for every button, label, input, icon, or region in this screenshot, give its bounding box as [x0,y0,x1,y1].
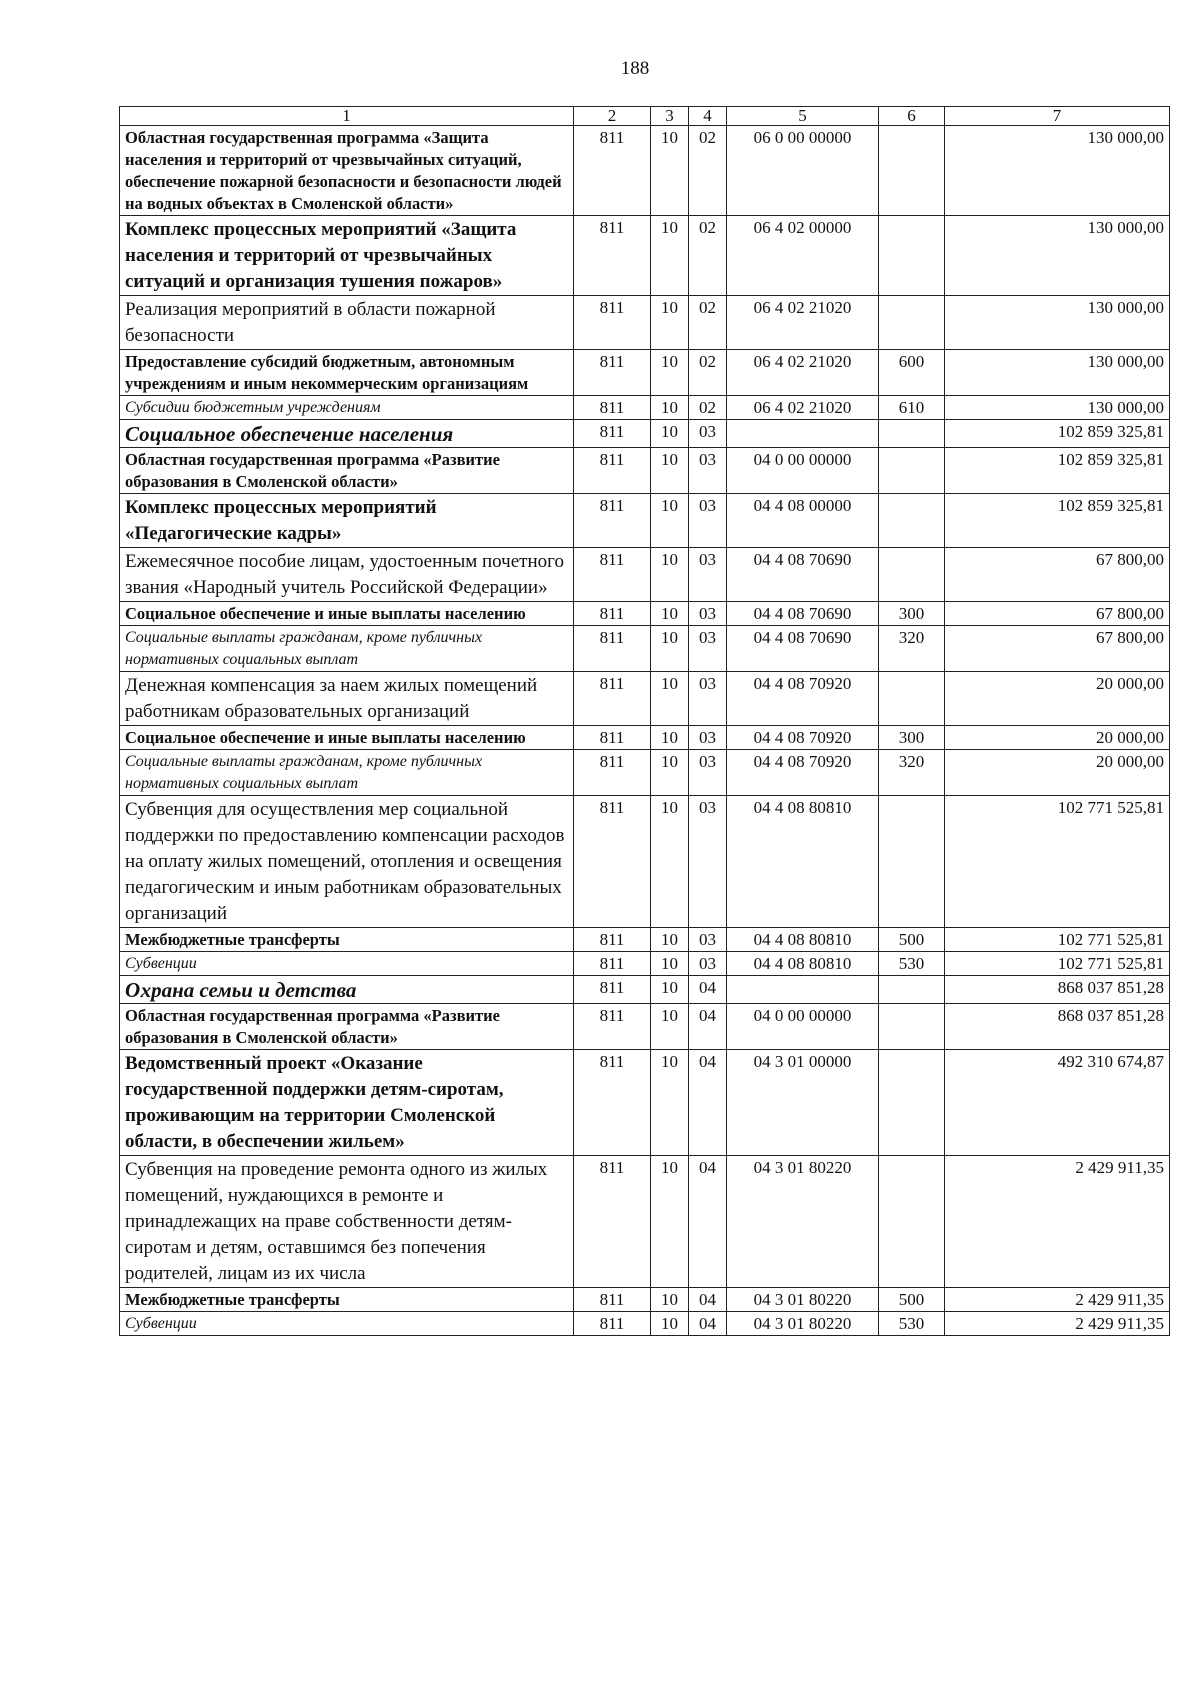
amount-cell: 67 800,00 [945,602,1170,626]
header-cell: 4 [689,107,727,126]
code-target-article-cell: 06 4 02 00000 [727,216,879,296]
code-expense-type-cell [879,126,945,216]
code-subsection-cell: 03 [689,494,727,548]
code-target-article-cell: 04 4 08 70920 [727,726,879,750]
code-ministry-cell: 811 [574,602,651,626]
amount-cell: 67 800,00 [945,626,1170,672]
budget-table [119,106,1170,1336]
code-target-article-cell: 04 0 00 00000 [727,1004,879,1050]
table-row [120,296,1170,350]
row-name-cell: Комплекс процессных мероприятий «Защита населения и территорий от чрезвычайных ситуаций и организация тушения пожаров» [120,216,574,296]
code-target-article-cell: 06 4 02 21020 [727,350,879,396]
code-expense-type-cell [879,420,945,448]
code-ministry-cell: 811 [574,626,651,672]
code-ministry-cell: 811 [574,750,651,796]
code-subsection-cell: 02 [689,296,727,350]
table-row [120,1288,1170,1312]
code-subsection-cell: 03 [689,548,727,602]
amount-cell: 130 000,00 [945,216,1170,296]
code-ministry-cell: 811 [574,350,651,396]
code-section-cell: 10 [651,494,689,548]
code-ministry-cell: 811 [574,1004,651,1050]
code-expense-type-cell: 530 [879,952,945,976]
header-cell: 3 [651,107,689,126]
table-row [120,350,1170,396]
amount-cell: 102 859 325,81 [945,448,1170,494]
code-section-cell: 10 [651,350,689,396]
table-row [120,672,1170,726]
code-ministry-cell: 811 [574,548,651,602]
code-section-cell: 10 [651,726,689,750]
amount-cell: 20 000,00 [945,672,1170,726]
code-target-article-cell: 04 0 00 00000 [727,448,879,494]
row-name-cell: Охрана семьи и детства [120,976,574,1004]
page-number: 188 [620,58,650,79]
row-name-cell: Межбюджетные трансферты [120,1288,574,1312]
code-subsection-cell: 04 [689,1156,727,1288]
code-ministry-cell: 811 [574,928,651,952]
row-name-cell: Ежемесячное пособие лицам, удостоенным почетного звания «Народный учитель Российской Федерации» [120,548,574,602]
code-section-cell: 10 [651,750,689,796]
amount-cell: 130 000,00 [945,126,1170,216]
code-subsection-cell: 03 [689,750,727,796]
code-target-article-cell: 04 3 01 80220 [727,1312,879,1336]
code-expense-type-cell [879,494,945,548]
code-section-cell: 10 [651,1312,689,1336]
table-row [120,602,1170,626]
table-row [120,726,1170,750]
code-expense-type-cell: 300 [879,726,945,750]
code-expense-type-cell [879,1004,945,1050]
table-row [120,494,1170,548]
code-ministry-cell: 811 [574,494,651,548]
code-section-cell: 10 [651,1156,689,1288]
code-target-article-cell: 06 4 02 21020 [727,396,879,420]
code-subsection-cell: 03 [689,626,727,672]
code-target-article-cell: 04 4 08 80810 [727,928,879,952]
code-section-cell: 10 [651,126,689,216]
code-section-cell: 10 [651,548,689,602]
amount-cell: 2 429 911,35 [945,1156,1170,1288]
code-expense-type-cell [879,796,945,928]
row-name-cell: Ведомственный проект «Оказание государственной поддержки детям-сиротам, проживающим на территории Смоленской области, в обеспечении жильем» [120,1050,574,1156]
amount-cell: 20 000,00 [945,750,1170,796]
code-section-cell: 10 [651,928,689,952]
code-subsection-cell: 03 [689,726,727,750]
code-section-cell: 10 [651,420,689,448]
code-expense-type-cell [879,216,945,296]
row-name-cell: Областная государственная программа «Защита населения и территорий от чрезвычайных ситуаций, обеспечение пожарной безопасности и безопасности людей на водных объектах в Смоленской области» [120,126,574,216]
code-ministry-cell: 811 [574,1050,651,1156]
code-expense-type-cell: 320 [879,626,945,672]
code-expense-type-cell [879,672,945,726]
row-name-cell: Субвенции [120,952,574,976]
code-ministry-cell: 811 [574,216,651,296]
row-name-cell: Социальное обеспечение и иные выплаты населению [120,726,574,750]
row-name-cell: Социальные выплаты гражданам, кроме публичных нормативных социальных выплат [120,750,574,796]
amount-cell: 67 800,00 [945,548,1170,602]
code-subsection-cell: 04 [689,1288,727,1312]
code-subsection-cell: 04 [689,1312,727,1336]
amount-cell: 20 000,00 [945,726,1170,750]
table-row [120,1312,1170,1336]
code-expense-type-cell [879,296,945,350]
table-row [120,216,1170,296]
header-cell: 7 [945,107,1170,126]
code-subsection-cell: 04 [689,976,727,1004]
code-target-article-cell: 04 4 08 00000 [727,494,879,548]
code-section-cell: 10 [651,976,689,1004]
amount-cell: 130 000,00 [945,350,1170,396]
code-subsection-cell: 02 [689,350,727,396]
code-target-article-cell [727,420,879,448]
table-row [120,126,1170,216]
code-ministry-cell: 811 [574,952,651,976]
amount-cell: 102 859 325,81 [945,494,1170,548]
code-expense-type-cell [879,976,945,1004]
code-section-cell: 10 [651,216,689,296]
code-expense-type-cell: 320 [879,750,945,796]
code-subsection-cell: 03 [689,796,727,928]
header-cell: 5 [727,107,879,126]
code-subsection-cell: 02 [689,216,727,296]
code-target-article-cell: 04 4 08 70690 [727,626,879,672]
code-ministry-cell: 811 [574,672,651,726]
row-name-cell: Субвенция для осуществления мер социальной поддержки по предоставлению компенсации расходов на оплату жилых помещений, отопления и освещения педагогическим и иным работникам образовательных организаций [120,796,574,928]
row-name-cell: Межбюджетные трансферты [120,928,574,952]
table-row [120,1050,1170,1156]
code-ministry-cell: 811 [574,1288,651,1312]
code-subsection-cell: 04 [689,1004,727,1050]
code-expense-type-cell: 600 [879,350,945,396]
code-expense-type-cell: 300 [879,602,945,626]
code-expense-type-cell [879,1156,945,1288]
amount-cell: 102 771 525,81 [945,952,1170,976]
table-row [120,448,1170,494]
table-row [120,420,1170,448]
code-target-article-cell [727,976,879,1004]
table-row [120,548,1170,602]
code-expense-type-cell: 500 [879,928,945,952]
code-ministry-cell: 811 [574,420,651,448]
code-subsection-cell: 02 [689,126,727,216]
code-section-cell: 10 [651,396,689,420]
code-subsection-cell: 03 [689,928,727,952]
header-cell: 6 [879,107,945,126]
amount-cell: 130 000,00 [945,296,1170,350]
code-subsection-cell: 03 [689,448,727,494]
code-target-article-cell: 06 0 00 00000 [727,126,879,216]
table-row [120,396,1170,420]
code-section-cell: 10 [651,602,689,626]
row-name-cell: Областная государственная программа «Развитие образования в Смоленской области» [120,1004,574,1050]
code-expense-type-cell: 610 [879,396,945,420]
code-subsection-cell: 03 [689,602,727,626]
header-cell: 2 [574,107,651,126]
code-ministry-cell: 811 [574,726,651,750]
code-target-article-cell: 04 3 01 80220 [727,1288,879,1312]
table-row [120,1004,1170,1050]
row-name-cell: Предоставление субсидий бюджетным, автономным учреждениям и иным некоммерческим организациям [120,350,574,396]
code-ministry-cell: 811 [574,1312,651,1336]
code-expense-type-cell [879,448,945,494]
code-section-cell: 10 [651,1288,689,1312]
row-name-cell: Комплекс процессных мероприятий «Педагогические кадры» [120,494,574,548]
code-target-article-cell: 04 4 08 80810 [727,952,879,976]
code-section-cell: 10 [651,626,689,672]
code-subsection-cell: 02 [689,396,727,420]
code-ministry-cell: 811 [574,796,651,928]
code-target-article-cell: 04 3 01 80220 [727,1156,879,1288]
amount-cell: 2 429 911,35 [945,1312,1170,1336]
table-row [120,1156,1170,1288]
row-name-cell: Социальное обеспечение и иные выплаты населению [120,602,574,626]
amount-cell: 868 037 851,28 [945,976,1170,1004]
amount-cell: 2 429 911,35 [945,1288,1170,1312]
code-target-article-cell: 04 4 08 70920 [727,672,879,726]
row-name-cell: Областная государственная программа «Развитие образования в Смоленской области» [120,448,574,494]
code-target-article-cell: 04 3 01 00000 [727,1050,879,1156]
amount-cell: 492 310 674,87 [945,1050,1170,1156]
code-section-cell: 10 [651,952,689,976]
row-name-cell: Субвенция на проведение ремонта одного из жилых помещений, нуждающихся в ремонте и принадлежащих на праве собственности детям-сиротам и детям, оставшимся без попечения родителей, лицам из их числа [120,1156,574,1288]
row-name-cell: Социальные выплаты гражданам, кроме публичных нормативных социальных выплат [120,626,574,672]
row-name-cell: Субсидии бюджетным учреждениям [120,396,574,420]
row-name-cell: Субвенции [120,1312,574,1336]
code-target-article-cell: 04 4 08 70920 [727,750,879,796]
header-row [120,107,1170,126]
code-ministry-cell: 811 [574,448,651,494]
code-ministry-cell: 811 [574,1156,651,1288]
table-row [120,796,1170,928]
row-name-cell: Реализация мероприятий в области пожарной безопасности [120,296,574,350]
code-target-article-cell: 04 4 08 70690 [727,548,879,602]
code-expense-type-cell: 500 [879,1288,945,1312]
code-section-cell: 10 [651,448,689,494]
code-section-cell: 10 [651,296,689,350]
table-row [120,626,1170,672]
table-row [120,976,1170,1004]
code-section-cell: 10 [651,1050,689,1156]
code-ministry-cell: 811 [574,396,651,420]
code-target-article-cell: 04 4 08 70690 [727,602,879,626]
code-subsection-cell: 04 [689,1050,727,1156]
row-name-cell: Социальное обеспечение населения [120,420,574,448]
code-ministry-cell: 811 [574,976,651,1004]
code-expense-type-cell: 530 [879,1312,945,1336]
table-row [120,952,1170,976]
amount-cell: 130 000,00 [945,396,1170,420]
amount-cell: 868 037 851,28 [945,1004,1170,1050]
amount-cell: 102 771 525,81 [945,928,1170,952]
code-subsection-cell: 03 [689,672,727,726]
code-section-cell: 10 [651,796,689,928]
code-subsection-cell: 03 [689,952,727,976]
row-name-cell: Денежная компенсация за наем жилых помещений работникам образовательных организаций [120,672,574,726]
code-target-article-cell: 04 4 08 80810 [727,796,879,928]
amount-cell: 102 771 525,81 [945,796,1170,928]
code-section-cell: 10 [651,672,689,726]
code-expense-type-cell [879,1050,945,1156]
header-cell: 1 [120,107,574,126]
code-section-cell: 10 [651,1004,689,1050]
amount-cell: 102 859 325,81 [945,420,1170,448]
code-target-article-cell: 06 4 02 21020 [727,296,879,350]
code-ministry-cell: 811 [574,296,651,350]
table-row [120,750,1170,796]
code-subsection-cell: 03 [689,420,727,448]
table-row [120,928,1170,952]
code-expense-type-cell [879,548,945,602]
code-ministry-cell: 811 [574,126,651,216]
